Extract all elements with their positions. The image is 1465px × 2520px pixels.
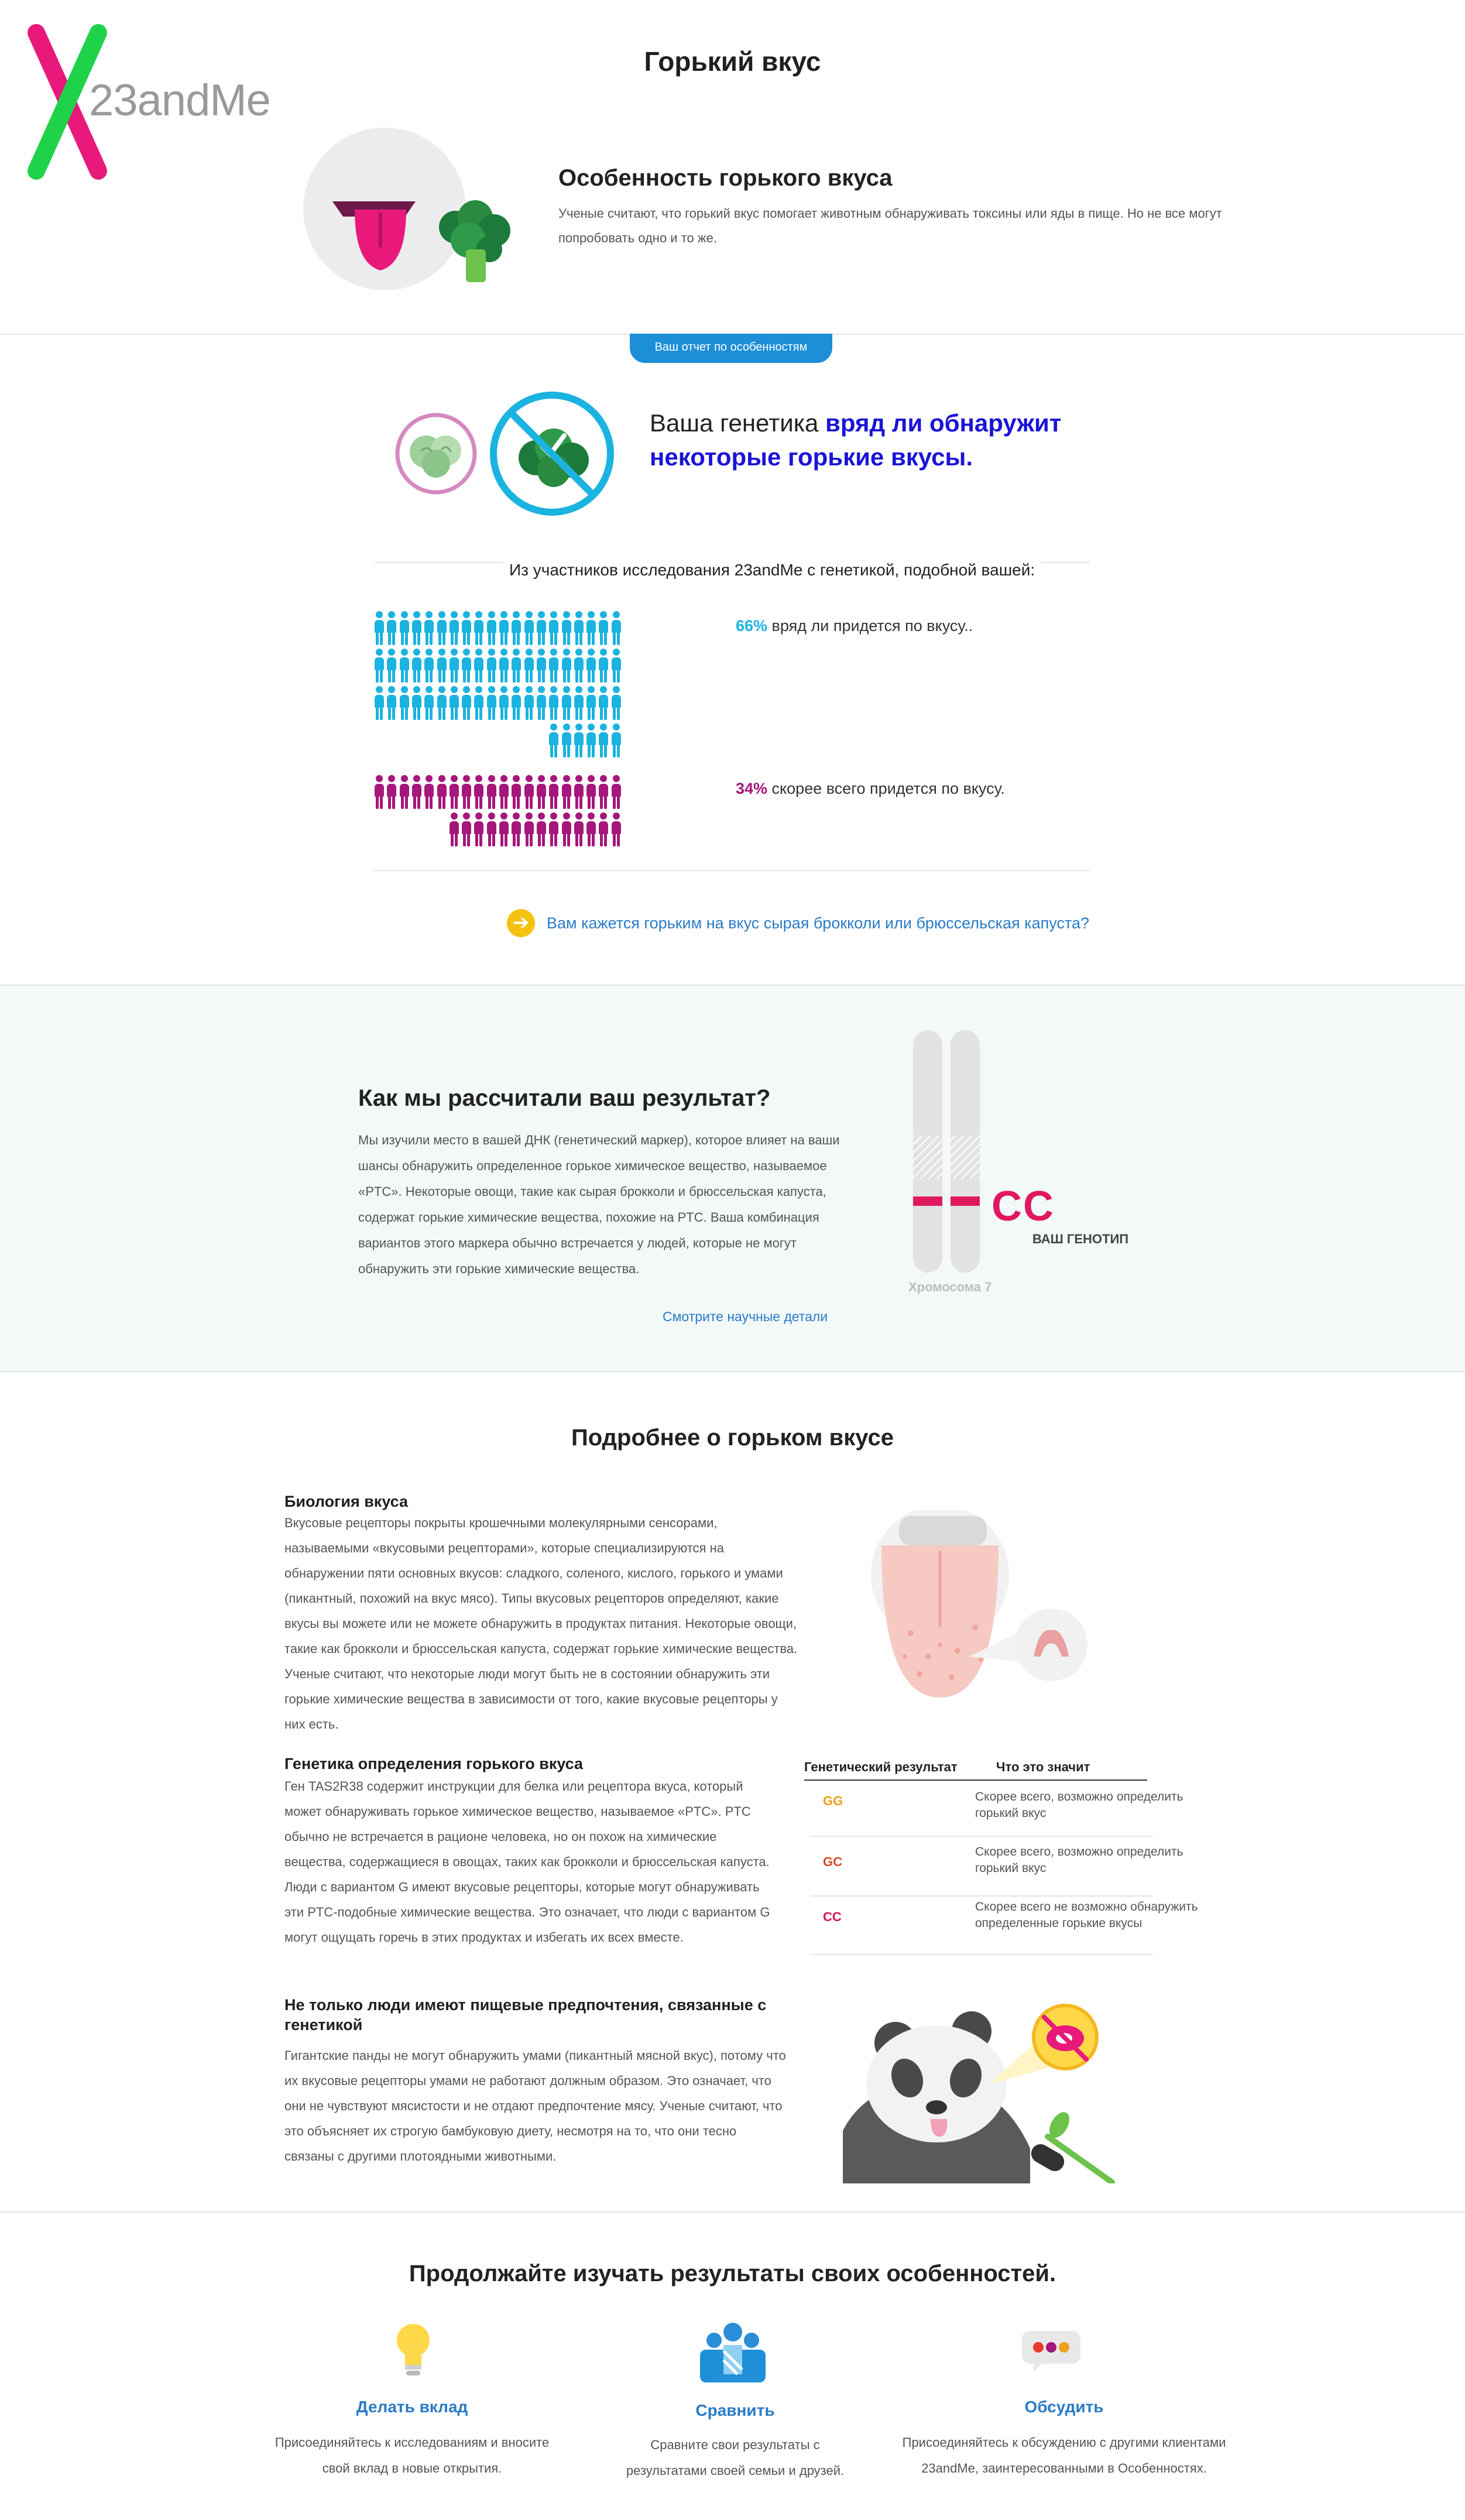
person-icon <box>586 812 596 846</box>
panda-text: Гигантские панды не могут обнаружить умами (пикантный мясной вкус), потому что их вкусовые рецепторы умами не работают должным образом. Это означает, что они не чувствуют мясистости и не отдают предпочтение мясу. Ученые считают, что это объясняет их строгую бамбуковую диету, несмотря на то, что они тесно связаны с другими плотоядными животными. <box>284 2048 786 2164</box>
person-icon <box>462 611 471 645</box>
person-icon <box>586 649 596 683</box>
result-prefix: Ваша генетика <box>650 409 826 437</box>
person-icon <box>400 649 409 683</box>
person-icon <box>450 686 459 720</box>
person-icon <box>562 775 571 809</box>
person-icon <box>499 611 509 645</box>
genetics-text: Ген TAS2R38 содержит инструкции для белка или рецептора вкуса, который может обнаруживать горькое химическое вещество, называемое «PTC». PTC обычно не встречается в рационе человека, но он похож на химические вещества, содержащиеся в овощах, таких как брокколи и брюссельская капуста. Люди с вариантом G имеют вкусовые рецепторы, которые могут обнаруживать эти PTC-подобные химические вещества. Это означает, что люди с вариантом G могут ощущать горечь в этих продуктах и избегать их всех вместе. <box>284 1779 770 1945</box>
lightbulb-icon[interactable] <box>394 2322 432 2378</box>
table-row-genotype: GC <box>823 1854 842 1869</box>
person-icon <box>474 775 483 809</box>
person-icon <box>512 812 521 846</box>
person-icon <box>549 686 558 720</box>
stat-likely-text: скорее всего придется по вкусу. <box>767 780 1005 797</box>
person-icon <box>424 611 434 645</box>
person-icon <box>400 611 409 645</box>
person-icon <box>586 775 596 809</box>
question-link[interactable]: Вам кажется горьким на вкус сырая брокколи или брюссельская капуста? <box>547 914 1089 932</box>
person-icon <box>512 686 521 720</box>
compare-title[interactable]: Сравнить <box>695 2401 775 2419</box>
person-icon <box>424 775 434 809</box>
person-icon <box>612 649 621 683</box>
person-icon <box>549 611 558 645</box>
stat-unlikely-pct: 66% <box>736 617 768 635</box>
stats-intro: Из участников исследования 23andMe с генетикой, подобной вашей: <box>503 561 1041 580</box>
arrow-right-icon[interactable]: ➔ <box>507 909 535 937</box>
table-row-genotype: CC <box>823 1909 842 1924</box>
person-icon <box>524 812 534 846</box>
person-icon <box>574 775 584 809</box>
stat-unlikely-text: вряд ли придется по вкусу.. <box>767 617 973 635</box>
person-icon <box>537 775 546 809</box>
person-icon <box>400 775 409 809</box>
person-icon <box>524 686 534 720</box>
person-icon <box>612 686 621 720</box>
person-icon <box>499 812 509 846</box>
brussels-sprouts-icon <box>392 410 480 498</box>
person-icon <box>400 686 409 720</box>
tongue-receptor-icon <box>864 1510 1092 1703</box>
person-icon <box>499 686 509 720</box>
person-icon <box>450 775 459 809</box>
person-icon <box>424 686 434 720</box>
person-icon <box>574 812 584 846</box>
person-icon <box>612 724 621 757</box>
discuss-chat-icon[interactable] <box>1021 2330 1082 2373</box>
person-icon <box>574 686 584 720</box>
report-badge: Ваш отчет по особенностям <box>630 334 832 363</box>
person-icon <box>375 775 384 809</box>
genotype-value: CC <box>991 1183 1055 1230</box>
person-icon <box>437 649 447 683</box>
genetics-title: Генетика определения горького вкуса <box>284 1755 584 1772</box>
person-icon <box>599 649 608 683</box>
person-icon <box>412 649 421 683</box>
more-title: Подробнее о горьком вкусе <box>571 1425 894 1451</box>
person-icon <box>562 611 571 645</box>
person-icon <box>574 611 584 645</box>
person-icon <box>462 686 471 720</box>
person-icon <box>487 775 496 809</box>
person-icon <box>586 724 596 757</box>
person-icon <box>474 686 483 720</box>
table-row-meaning: Скорее всего не возможно обнаружить определенные горькие вкусы <box>975 1900 1198 1930</box>
page-title: Горький вкус <box>644 46 821 77</box>
science-details-link[interactable]: Смотрите научные детали <box>663 1309 828 1324</box>
person-icon <box>549 649 558 683</box>
person-icon <box>450 611 459 645</box>
panda-icon <box>843 1996 1124 2183</box>
person-icon <box>599 724 608 757</box>
person-icon <box>599 812 608 846</box>
person-icon <box>437 775 447 809</box>
person-icon <box>562 649 571 683</box>
person-icon <box>437 686 447 720</box>
person-icon <box>387 611 396 645</box>
chromosome-label: Хромосома 7 <box>908 1280 992 1294</box>
stat-likely-pct: 34% <box>736 780 768 797</box>
person-icon <box>450 812 459 846</box>
compare-desc-1: Сравните свои результаты с <box>650 2437 820 2452</box>
person-icon <box>412 611 421 645</box>
contribute-title[interactable]: Делать вклад <box>356 2398 468 2416</box>
person-icon <box>524 611 534 645</box>
person-icon <box>512 611 521 645</box>
person-icon <box>562 686 571 720</box>
person-icon <box>424 649 434 683</box>
person-icon <box>612 812 621 846</box>
table-row-meaning: Скорее всего, возможно определить горький вкус <box>975 1845 1183 1875</box>
contribute-desc-2: свой вклад в новые открытия. <box>322 2461 502 2476</box>
brand-logo-text[interactable]: 23andMe <box>89 76 270 125</box>
person-icon <box>612 611 621 645</box>
person-icon <box>437 611 447 645</box>
person-icon <box>375 686 384 720</box>
person-icon <box>524 775 534 809</box>
person-icon <box>524 649 534 683</box>
person-icon <box>549 724 558 757</box>
table-col-genotype: Генетический результат <box>804 1760 958 1774</box>
stats-bottom-line <box>375 870 1090 871</box>
person-icon <box>599 686 608 720</box>
person-icon <box>462 812 471 846</box>
person-icon <box>599 775 608 809</box>
table-row-line <box>810 1836 1153 1837</box>
person-icon <box>562 724 571 757</box>
person-icon <box>462 775 471 809</box>
person-icon <box>574 724 584 757</box>
discuss-desc-1: Присоединяйтесь к обсуждению с другими клиентами <box>902 2435 1226 2450</box>
person-icon <box>586 611 596 645</box>
person-icon <box>512 775 521 809</box>
table-bottom-line <box>810 1954 1153 1955</box>
person-icon <box>537 686 546 720</box>
person-icon <box>574 649 584 683</box>
compare-people-icon[interactable] <box>700 2322 766 2382</box>
person-icon <box>512 649 521 683</box>
biology-title: Биология вкуса <box>284 1493 409 1510</box>
person-icon <box>375 611 384 645</box>
section-divider <box>0 2212 1465 2213</box>
person-icon <box>487 812 496 846</box>
panda-title: Не только люди имеют пищевые предпочтения, связанные с генетикой <box>284 1996 767 2034</box>
discuss-desc-2: 23andMe, заинтересованными в Особенностях. <box>921 2461 1207 2476</box>
continue-title: Продолжайте изучать результаты своих особенностей. <box>409 2261 1056 2286</box>
person-icon <box>387 649 396 683</box>
person-icon <box>387 686 396 720</box>
person-icon <box>612 775 621 809</box>
person-icon <box>487 611 496 645</box>
person-icon <box>412 686 421 720</box>
person-icon <box>387 775 396 809</box>
person-icon <box>474 649 483 683</box>
hero-title: Особенность горького вкуса <box>558 165 893 191</box>
result-highlight: вряд ли обнаружит некоторые горькие вкусы. <box>650 409 1062 471</box>
person-icon <box>537 649 546 683</box>
person-icon <box>462 649 471 683</box>
stat-unlikely <box>736 617 973 635</box>
person-icon <box>375 649 384 683</box>
tongue-broccoli-icon <box>328 193 521 287</box>
person-icon <box>487 649 496 683</box>
person-icon <box>474 812 483 846</box>
person-icon <box>412 775 421 809</box>
table-row-meaning: Скорее всего, возможно определить горький вкус <box>975 1790 1183 1820</box>
person-icon <box>450 649 459 683</box>
table-header-line <box>804 1780 1147 1781</box>
person-icon <box>487 686 496 720</box>
person-icon <box>549 812 558 846</box>
hero-description: Ученые считают, что горький вкус помогает животным обнаруживать токсины или яды в пище. Но не все могут попробовать одно и то же. <box>558 206 1222 245</box>
genotype-label: ВАШ ГЕНОТИП <box>1032 1232 1129 1246</box>
table-row-genotype: GG <box>823 1794 843 1808</box>
person-icon <box>537 812 546 846</box>
person-icon <box>599 611 608 645</box>
calc-description: Мы изучили место в вашей ДНК (генетический маркер), которое влияет на ваши шансы обнаружить определенное горькое химическое вещество, называемое «PTC». Некоторые овощи, такие как сырая брокколи и брюссельская капуста, содержат горькие химические вещества, похожие на PTC. Ваша комбинация вариантов этого маркера обычно встречается у людей, которые не могут обнаружить эти горькие химические вещества. <box>358 1133 840 1276</box>
contribute-desc-1: Присоединяйтесь к исследованиям и вносите <box>275 2435 550 2450</box>
person-icon <box>499 775 509 809</box>
person-icon <box>499 649 509 683</box>
chromosome-bands-icon <box>913 1136 980 1206</box>
stat-likely <box>736 780 1005 798</box>
person-icon <box>586 686 596 720</box>
table-col-meaning: Что это значит <box>996 1760 1090 1774</box>
compare-desc-2: результатами своей семьи и друзей. <box>626 2463 845 2478</box>
person-icon <box>537 611 546 645</box>
person-icon <box>562 812 571 846</box>
result-statement <box>650 406 1095 474</box>
table-row-line <box>810 1895 1153 1897</box>
calc-title: Как мы рассчитали ваш результат? <box>358 1085 771 1111</box>
person-icon <box>549 775 558 809</box>
discuss-title[interactable]: Обсудить <box>1024 2398 1104 2416</box>
person-icon <box>474 611 483 645</box>
no-broccoli-icon <box>488 390 616 517</box>
biology-text: Вкусовые рецепторы покрыты крошечными молекулярными сенсорами, называемыми «вкусовыми рецепторами», которые специализируются на обнаружении пяти основных вкусов: сладкого, соленого, кислого, горького и умами (пикантный, похожий на вкус мясо). Типы вкусовых рецепторов определяют, какие вкусы вы можете или не можете обнаружить в продуктах питания. Некоторые овощи, такие как брокколи и брюссельская капуста, содержат горькие химические вещества. Ученые считают, что некоторые люди могут быть не в состоянии обнаружить эти горькие химические вещества в зависимости от того, какие вкусовые рецепторы у них есть. <box>284 1516 798 1732</box>
